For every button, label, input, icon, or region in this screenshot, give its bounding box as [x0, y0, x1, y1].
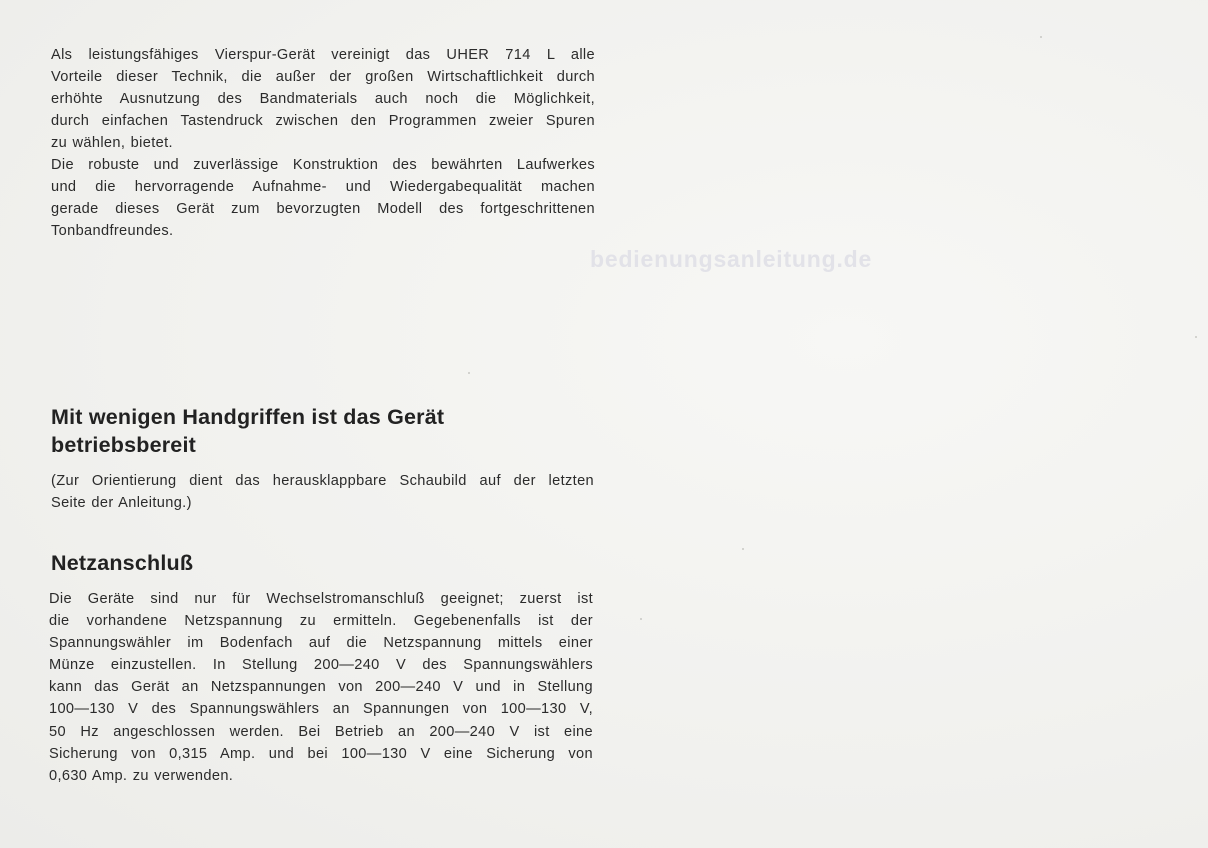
intro-line: Die robuste und zuverlässige Konstruktion des bewährten Laufwerkes	[51, 157, 595, 173]
intro-line: durch einfachen Tastendruck zwischen den Programmen zweier Spuren	[51, 113, 595, 130]
paper-speck	[640, 618, 642, 620]
watermark: bedienungsanleitung.de	[590, 246, 873, 272]
note-line: Seite der Anleitung.)	[51, 495, 192, 512]
heading-line: betriebsbereit	[51, 433, 196, 457]
paper-speck	[468, 372, 470, 374]
body-line: die vorhandene Netzspannung zu ermitteln. Gegebenenfalls ist der	[49, 613, 593, 630]
intro-line: und die hervorragende Aufnahme- und Wiedergabequalität machen	[51, 179, 595, 196]
intro-line: Tonbandfreundes.	[51, 223, 174, 240]
intro-line: Vorteile dieser Technik, die außer der großen Wirtschaftlichkeit durch	[51, 69, 595, 86]
section-heading-main	[51, 403, 611, 459]
heading-line: Mit wenigen Handgriffen ist das Gerät	[51, 405, 445, 429]
netzanschluss-paragraph	[49, 588, 593, 787]
body-line: Die Geräte sind nur für Wechselstromanschluß geeignet; zuerst ist	[49, 591, 593, 607]
intro-line: gerade dieses Gerät zum bevorzugten Modell des fortgeschrittenen	[51, 201, 595, 218]
intro-line: Als leistungsfähiges Vierspur-Gerät vereinigt das UHER 714 L alle	[51, 47, 595, 63]
paper-speck	[1195, 336, 1197, 338]
body-line: 100—130 V des Spannungswählers an Spannungen von 100—130 V,	[49, 701, 593, 718]
body-line: Münze einzustellen. In Stellung 200—240 V des Spannungswählers	[49, 657, 593, 674]
body-line: 50 Hz angeschlossen werden. Bei Betrieb an 200—240 V ist eine	[49, 723, 593, 740]
intro-line: erhöhte Ausnutzung des Bandmaterials auch noch die Möglichkeit,	[51, 91, 595, 108]
body-line: 0,630 Amp. zu verwenden.	[49, 767, 234, 784]
section-heading-netzanschluss: Netzanschluß	[51, 551, 194, 575]
body-line: Sicherung von 0,315 Amp. und bei 100—130 V eine Sicherung von	[49, 745, 593, 762]
intro-paragraph-2	[51, 154, 595, 242]
body-line: Spannungswähler im Bodenfach auf die Netzspannung mittels einer	[49, 635, 593, 652]
body-line: kann das Gerät an Netzspannungen von 200—240 V und in Stellung	[49, 679, 593, 696]
paper-speck	[1040, 36, 1042, 38]
paper-speck	[742, 548, 744, 550]
note-line: (Zur Orientierung dient das herausklappbare Schaubild auf der letzten	[51, 473, 594, 489]
intro-line: zu wählen, bietet.	[51, 135, 173, 152]
intro-paragraph	[51, 44, 595, 154]
orientation-note	[51, 470, 594, 514]
